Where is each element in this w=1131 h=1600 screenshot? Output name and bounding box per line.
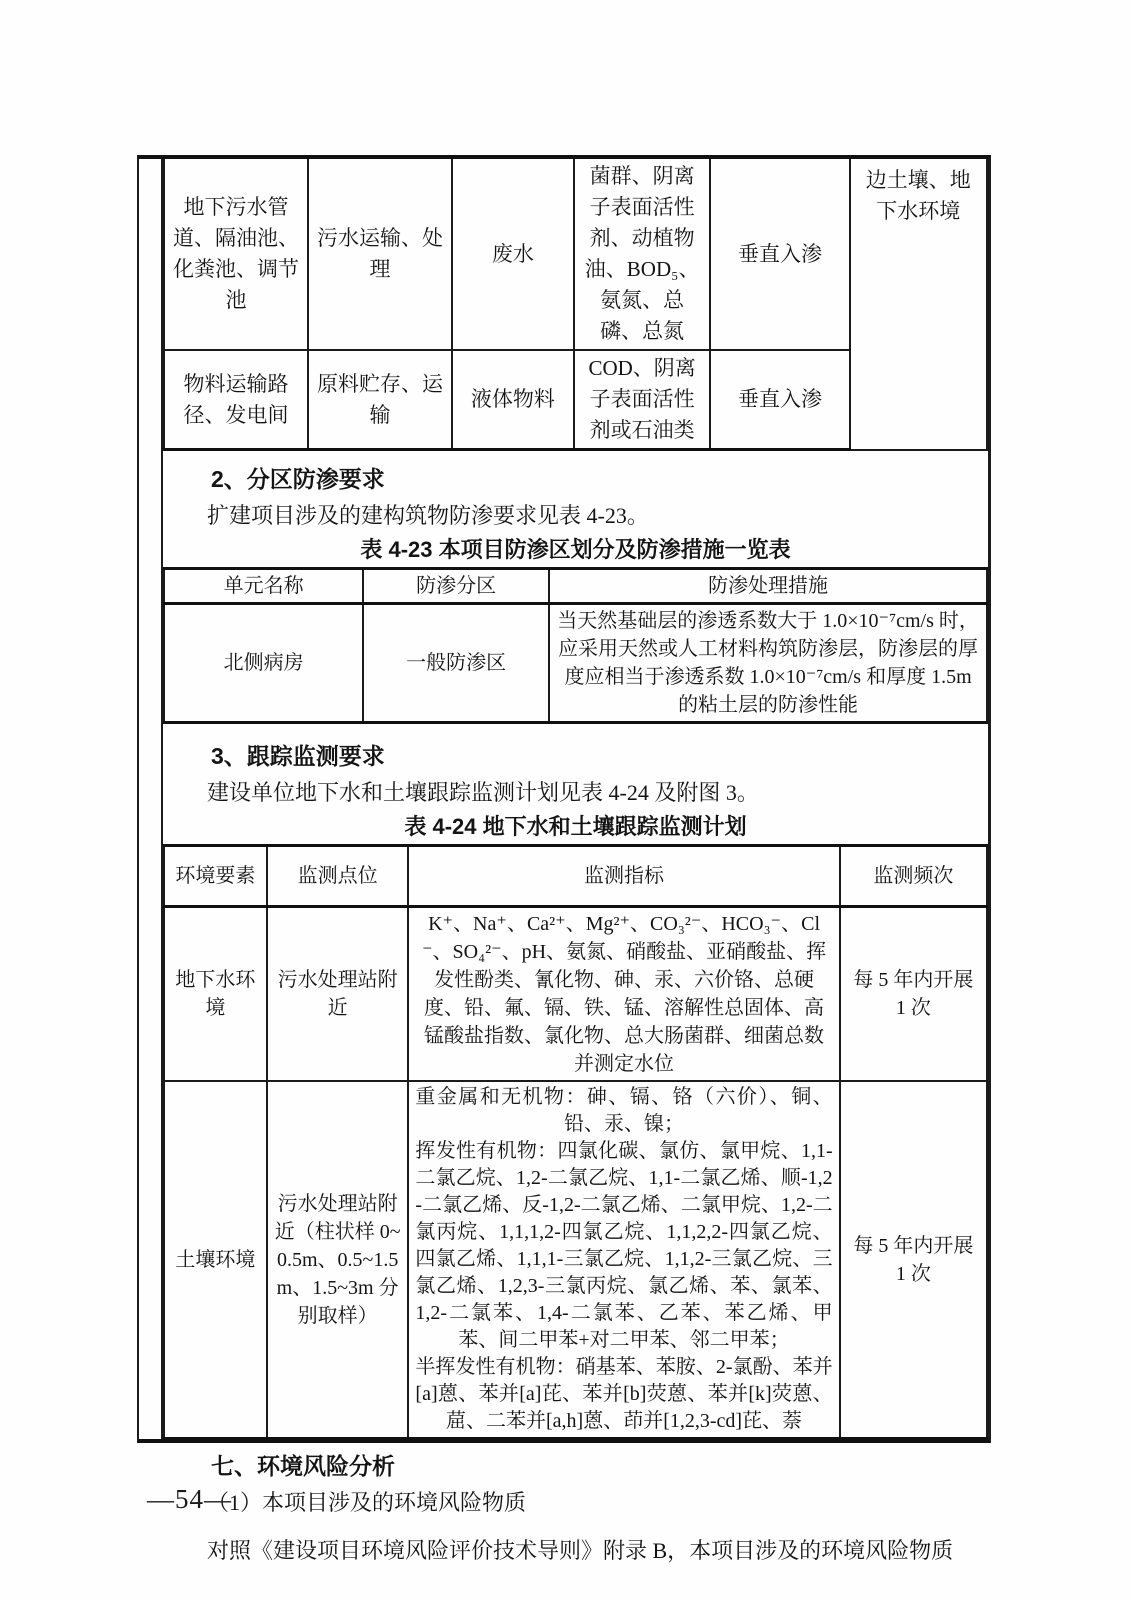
paragraph-risk-substances-body: 对照《建设项目环境风险评价技术导则》附录 B，本项目涉及的环境风险物质 [207,1538,954,1563]
section-heading-risk-analysis: 七、环境风险分析 [211,1453,395,1479]
table-4-23 [163,567,988,724]
table-header-row [164,569,987,604]
paragraph-risk-substances-title: （1）本项目涉及的环境风险物质 [207,1490,527,1515]
header-monitor-frequency: 监测频次 [840,846,987,907]
header-monitor-indicator: 监测指标 [408,846,839,907]
cell-unit: 地下污水管道、隔油池、化粪池、调节池 [164,159,308,350]
header-seepage-measure: 防渗处理措施 [549,569,987,604]
cell-env-element: 地下水环境 [164,907,267,1082]
cell-pathway: 垂直入渗 [710,159,849,350]
cell-material: 液体物料 [452,350,574,450]
section-heading-tracking-monitoring: 3、跟踪监测要求 [211,743,385,769]
cell-seepage-measure: 当天然基础层的渗透系数大于 1.0×10⁻⁷cm/s 时，应采用天然或人工材料构筑防渗层，防渗层的厚度应相当于渗透系数 1.0×10⁻⁷cm/s 和厚度 1.5m 的粘土层的防渗性能 [549,604,987,723]
cell-monitor-indicator [408,1081,839,1439]
header-monitor-site: 监测点位 [267,846,409,907]
soil-indicator-svocs: 半挥发性有机物：硝基苯、苯胺、2-氯酚、苯并[a]蒽、苯并[a]芘、苯并[b]荧蒽、苯并[k]荧蒽、䓛、二苯并[a,h]蒽、茚并[1,2,3-cd]芘、萘 [415,1356,833,1432]
cell-receptor: 边土壤、地下水环境 [850,159,987,450]
table-4-23-caption: 表 4-23 本项目防渗区划分及防渗措施一览表 [360,537,791,562]
header-seepage-zone: 防渗分区 [363,569,549,604]
cell-unit: 物料运输路径、发电间 [164,350,308,450]
table-row [164,604,987,723]
cell-monitor-frequency: 每 5 年内开展 1 次 [840,907,987,1082]
paragraph-seepage-zoning: 扩建项目涉及的建构筑物防渗要求见表 4-23。 [207,503,649,528]
table-row-groundwater [164,907,987,1082]
header-unit-name: 单元名称 [164,569,363,604]
cell-monitor-site: 污水处理站附近 [267,907,409,1082]
table-row-soil [164,1081,987,1439]
table-row [164,159,987,350]
soil-indicator-vocs: 挥发性有机物：四氯化碳、氯仿、氯甲烷、1,1-二氯乙烷、1,2-二氯乙烷、1,1-二氯乙烯、顺-1,2-二氯乙烯、反-1,2-二氯乙烯、二氯甲烷、1,2-二氯丙烷、1,1,1,2-四氯乙烷、1,1,2,2-四氯乙烷、四氯乙烯、1,1,1-三氯乙烷、1,1,2-三氯乙烷、三氯乙烯、1,2,3-三氯丙烷、氯乙烯、苯、氯苯、1,2-二氯苯、1,4-二氯苯、乙苯、苯乙烯、甲苯、间二甲苯+对二甲苯、邻二甲苯； [415,1140,833,1351]
cell-pollutants: 菌群、阴离子表面活性剂、动植物油、BOD₅、氨氮、总磷、总氮 [574,159,711,350]
cell-process: 污水运输、处理 [308,159,452,350]
cell-monitor-frequency: 每 5 年内开展 1 次 [840,1081,987,1439]
table-4-24 [163,844,988,1440]
header-env-element: 环境要素 [164,846,267,907]
seepage-pathway-table [163,159,988,451]
cell-pathway: 垂直入渗 [710,350,849,450]
table-4-24-caption: 表 4-24 地下水和土壤跟踪监测计划 [404,814,747,839]
cell-monitor-site: 污水处理站附近（柱状样 0~0.5m、0.5~1.5m、1.5~3m 分别取样） [267,1081,409,1439]
cell-env-element: 土壤环境 [164,1081,267,1439]
page-number: —54— [147,1484,232,1514]
soil-indicator-heavy-metals: 重金属和无机物：砷、镉、铬（六价）、铜、铅、汞、镍； [415,1086,833,1135]
paragraph-tracking-monitoring: 建设单位地下水和土壤跟踪监测计划见表 4-24 及附图 3。 [207,780,759,805]
cell-pollutants: COD、阴离子表面活性剂或石油类 [574,350,711,450]
cell-material: 废水 [452,159,574,350]
table-header-row [164,846,987,907]
cell-unit-name: 北侧病房 [164,604,363,723]
cell-seepage-zone: 一般防渗区 [363,604,549,723]
section-heading-seepage-zoning: 2、分区防渗要求 [211,466,385,492]
cell-monitor-indicator: K⁺、Na⁺、Ca²⁺、Mg²⁺、CO₃²⁻、HCO₃⁻、Cl⁻、SO₄²⁻、pH、氨氮、硝酸盐、亚硝酸盐、挥发性酚类、氰化物、砷、汞、六价铬、总硬度、铅、氟、镉、铁、锰、溶解性总固体、高锰酸盐指数、氯化物、总大肠菌群、细菌总数并测定水位 [408,907,839,1082]
cell-process: 原料贮存、运输 [308,350,452,450]
